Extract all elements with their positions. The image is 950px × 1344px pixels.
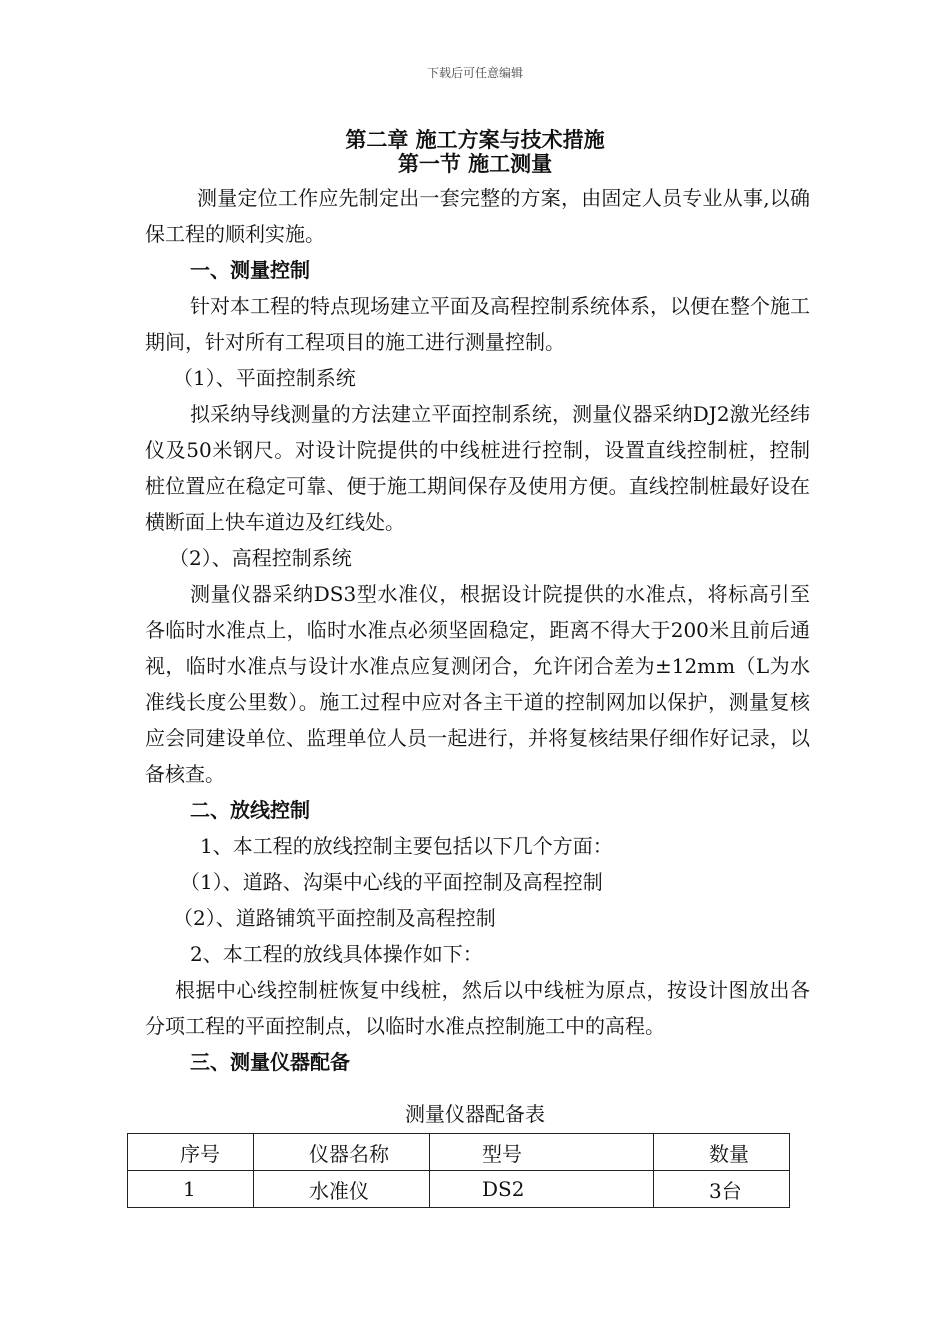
subheading-elevation-control: （2）、高程控制系统 [169, 546, 352, 570]
list-item-1a: （1）、道路、沟渠中心线的平面控制及高程控制 [180, 870, 603, 894]
document-body [145, 180, 810, 1080]
cell-quantity: 3台 [654, 1171, 790, 1208]
heading-setout-control: 二、放线控制 [190, 798, 310, 822]
intro-paragraph: 测量定位工作应先制定出一套完整的方案，由固定人员专业从事,以确保工程的顺利实施。 [145, 186, 810, 246]
section-title: 第一节 施工测量 [397, 151, 553, 176]
paragraph-plane-control: 拟采纳导线测量的方法建立平面控制系统，测量仪器采纳DJ2激光经纬仪及50米钢尺。对设计院提供的中线桩进行控制，设置直线控制桩，控制桩位置应在稳定可靠、便于施工期间保存及使用方便。直线控制桩最好设在横断面上快车道边及红线处。 [145, 402, 810, 534]
list-item-1b: （2）、道路铺筑平面控制及高程控制 [173, 906, 496, 930]
paragraph-elevation-control: 测量仪器采纳DS3型水准仪，根据设计院提供的水准点，将标高引至各临时水准点上，临时水准点必须坚固稳定，距离不得大于200米且前后通视，临时水准点与设计水准点应复测闭合，允许闭合差为±12mm（L为水准线长度公里数）。施工过程中应对各主干道的控制网加以保护，测量复核应会同建设单位、监理单位人员一起进行，并将复核结果仔细作好记录，以备核查。 [145, 582, 810, 786]
list-item-1: 1、本工程的放线控制主要包括以下几个方面： [200, 834, 613, 858]
column-header-model: 型号 [430, 1134, 654, 1171]
table-caption: 测量仪器配备表 [405, 1102, 545, 1126]
chapter-title: 第二章 施工方案与技术措施 [345, 127, 605, 152]
equipment-table [127, 1133, 790, 1208]
heading-survey-control: 一、测量控制 [190, 258, 310, 282]
paragraph-survey-control: 针对本工程的特点现场建立平面及高程控制系统体系，以便在整个施工期间，针对所有工程项目的施工进行测量控制。 [145, 294, 810, 354]
table-header-row [128, 1134, 790, 1171]
paragraph-setout-operation: 根据中心线控制桩恢复中线桩，然后以中线桩为原点，按设计图放出各分项工程的平面控制点，以临时水准点控制施工中的高程。 [145, 978, 810, 1038]
list-item-2: 2、本工程的放线具体操作如下： [190, 942, 483, 966]
cell-name: 水准仪 [254, 1171, 430, 1208]
page-header: 下载后可任意编辑 [426, 66, 523, 80]
table-row [128, 1171, 790, 1208]
heading-instrument-equipment: 三、测量仪器配备 [190, 1050, 350, 1074]
column-header-name: 仪器名称 [254, 1134, 430, 1171]
subheading-plane-control: （1）、平面控制系统 [173, 366, 356, 390]
cell-model: DS2 [430, 1171, 654, 1208]
column-header-quantity: 数量 [654, 1134, 790, 1171]
cell-index: 1 [128, 1171, 254, 1208]
column-header-index: 序号 [128, 1134, 254, 1171]
